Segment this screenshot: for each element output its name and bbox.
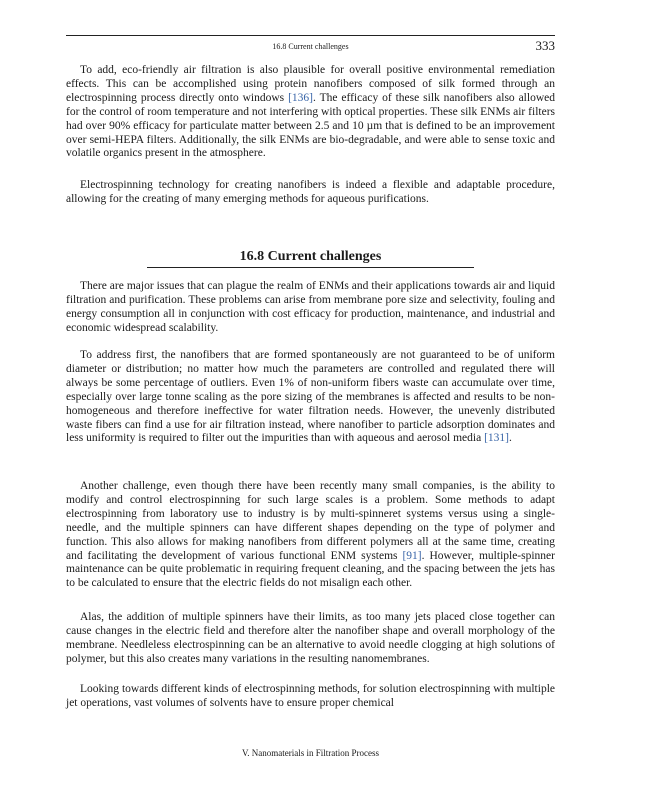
citation-link-131[interactable]: [131] — [484, 432, 509, 445]
paragraph-electrospinning-summary: Electrospinning technology for creating nanofibers is indeed a flexible and adaptable procedure, allowing for the creating of many emerging methods for aqueous purifications. — [66, 179, 555, 205]
running-header — [66, 39, 555, 53]
paragraph-text: . The efficacy of these silk nanofibers also allowed for the control of room temperature and not interfering with optical properties. These silk ENMs air filters had over 90% efficacy for particulate matter between 2.5 and 10 µm that is defined to be an improvement over semi-HEPA filters. Additionally, the silk ENMs are bio-degradable, and were able to sense toxic and volatile organics present in the atmosphere. — [66, 91, 555, 160]
section-heading: 16.8 Current challenges — [239, 249, 382, 264]
running-title: 16.8 Current challenges — [272, 42, 349, 51]
paragraph-electrospinning-methods: Looking towards different kinds of electrospinning methods, for solution electrospinning with multiple jet operations, vast volumes of solvents have to ensure proper chemical — [66, 683, 555, 709]
paragraph-text: . — [508, 432, 512, 445]
paragraph-text: Another challenge, even though there have been recently many small companies, is the ability to modify and control electrospinning for such large scales is a problem. Some methods to adapt electrospinning from laboratory use to industry is by multi-spinneret systems versus using a single-needle, and the multiple spinners can have different shapes depending on the type of polymer and function. This also allows for making nanofibers from different polymers all at the same time, creating and facilitating the development of various functional ENM systems — [66, 480, 555, 562]
paragraph-text: To add, eco-friendly air filtration is also plausible for overall positive environmental remediation effects. This can be accomplished using protein nanofibers composed of silk formed through an electrospinning process directly onto windows — [66, 64, 555, 104]
paragraph-text: . However, multiple-spinner maintenance can be quite problematic in requiring frequent cleaning, and the spacing between the jets has to be calculated to ensure that the electric fields do not misalign each other. — [66, 549, 555, 590]
citation-link-91[interactable]: [91] — [402, 549, 422, 562]
paragraph-text: To address first, the nanofibers that are formed spontaneously are not guaranteed to be of uniform diameter or distribution; no matter how much the parameters are controlled and regulated there will always be some percentage of outliers. Even 1% of non-uniform fibers waste can accumulate over time, especially over large tonne scaling as the pore sizing of the membranes is affected and results to be non-homogeneous and therefore ineffective for water filtration needs. However, the unevenly distributed waste fibers can find a use for air filtration instead, where nanofiber to particle adsorption dominates and less uniformity is required to filter out the impurities than with aqueous and aerosol media — [66, 349, 555, 445]
page-footer: V. Nanomaterials in Filtration Process — [241, 748, 380, 758]
page-number: 333 — [535, 38, 555, 53]
paragraph-major-issues: There are major issues that can plague the realm of ENMs and their applications towards air and liquid filtration and purification. These problems can arise from membrane pore size and selectivity, fouling and energy consumption all in conjunction with cost efficacy for production, maintenance, and industrial and economic widespread scalability. — [66, 280, 555, 334]
header-rule — [66, 35, 555, 36]
section-heading-rule — [147, 267, 474, 268]
citation-link-136[interactable]: [136] — [288, 91, 313, 104]
paragraph-uniformity — [66, 349, 555, 446]
paragraph-multiple-spinners: Alas, the addition of multiple spinners have their limits, as too many jets placed close together can cause changes in the electric field and therefore alter the nanofiber shape and overall morphology of the membrane. Needleless electrospinning can be an alternative to avoid needle clogging at high solutions of polymer, but this also creates many variations in the resulting nanomembranes. — [66, 611, 555, 665]
paragraph-scaling-challenge — [66, 480, 555, 591]
paragraph-silk-filters — [66, 64, 555, 161]
